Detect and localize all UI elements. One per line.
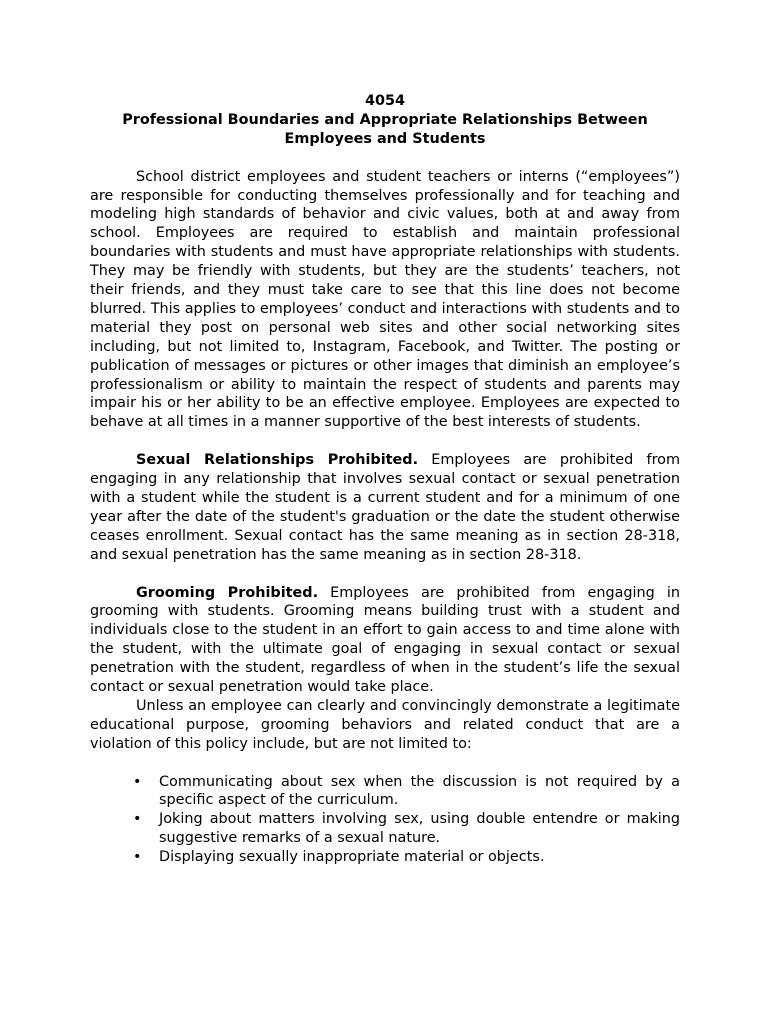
policy-title-line-2: Employees and Students <box>284 130 486 147</box>
list-item <box>90 810 680 848</box>
list-item-text: Communicating about sex when the discussion is not required by a specific aspect of the curriculum. <box>159 773 680 809</box>
sexual-relationships-paragraph <box>90 451 680 564</box>
grooming-behaviors-list <box>90 773 680 868</box>
sexual-relationships-heading: Sexual Relationships Prohibited. <box>136 452 419 469</box>
policy-document <box>90 92 680 867</box>
list-item-text: Joking about matters involving sex, using double entendre or making suggestive remarks of a sexual nature. <box>159 811 680 847</box>
grooming-followup-paragraph: Unless an employee can clearly and convincingly demonstrate a legitimate educational purpose, grooming behaviors and related conduct that are a violation of this policy include, but are not limited to: <box>90 697 680 752</box>
grooming-paragraph <box>90 584 680 697</box>
bullet-icon: • <box>133 849 142 866</box>
list-item <box>90 773 680 811</box>
policy-number: 4054 <box>364 93 406 109</box>
policy-title-line-1: Professional Boundaries and Appropriate Relationships Between <box>122 111 648 128</box>
sexual-relationships-text: Employees are prohibited from engaging in any relationship that involves sexual contact or sexual penetration with a student while the student is a current student and for a minimum of one year after the date of the student's graduation or the date the student otherwise ceases enrollment. Sexual contact has the same meaning as in section 28-318, and sexual penetration has the same meaning as in section 28-318. <box>90 452 681 563</box>
list-item <box>90 848 680 867</box>
grooming-heading: Grooming Prohibited. <box>136 584 319 601</box>
list-item-text: Displaying sexually inappropriate material or objects. <box>159 849 545 866</box>
bullet-icon: • <box>133 773 142 790</box>
intro-paragraph: School district employees and student teachers or interns (“employees”) are responsible for conducting themselves professionally and for teaching and modeling high standards of behavior and civic values, both at and away from school. Employees are required to establish and maintain professional boundaries with students and must have appropriate relationships with students. They may be friendly with students, but they are the students’ teachers, not their friends, and they must take care to see that this line does not become blurred. This applies to employees’ conduct and interactions with students and to material they post on personal web sites and other social networking sites including, but not limited to, Instagram, Facebook, and Twitter. The posting or publication of messages or pictures or other images that diminish an employee’s professionalism or ability to maintain the respect of students and parents may impair his or her ability to be an effective employee. Employees are expected to behave at all times in a manner supportive of the best interests of students. <box>90 168 680 431</box>
grooming-text: Employees are prohibited from engaging in grooming with students. Grooming means building trust with a student and individuals close to the student in an effort to gain access to and time alone with the student, with the ultimate goal of engaging in sexual contact or sexual penetration with the student, regardless of when in the student’s life the sexual contact or sexual penetration would take place. <box>90 584 680 696</box>
bullet-icon: • <box>133 811 142 828</box>
